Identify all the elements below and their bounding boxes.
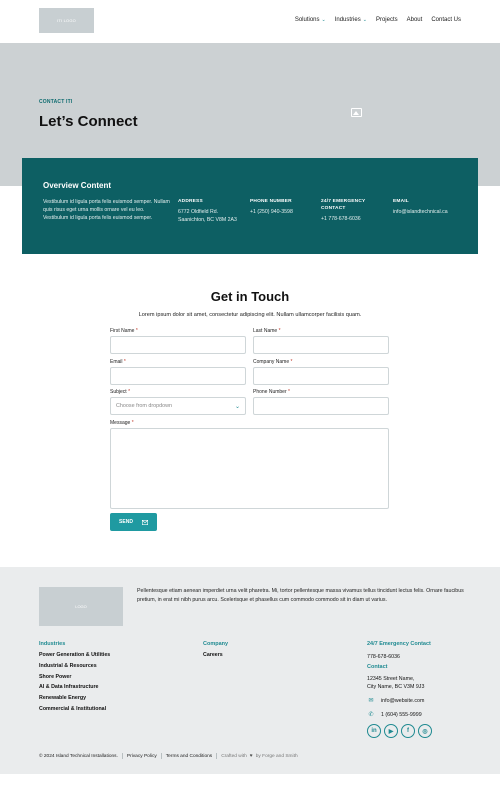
required-marker: * — [135, 328, 138, 334]
footer-about: Pellentesque etiam aenean imperdiet urna velit pharetra. Mi, tortor pellentesque massa vivamus tellus tincidunt lectus felis. Ornare faucibus pretium, in erat mi nibh purus arcu. Scelerisque et phasellus cum commodo commodo sit in diam ut varius. — [137, 588, 464, 603]
email-label-text: Email — [110, 359, 123, 365]
last-name-input[interactable] — [253, 336, 389, 354]
footer-address — [367, 675, 424, 691]
overview-title: Overview Content — [43, 181, 112, 190]
chevron-down-icon: ⌄ — [234, 403, 240, 410]
footer-emergency-phone[interactable]: 778-678-6036 — [367, 654, 400, 660]
industries-heading: Industries — [39, 641, 66, 647]
facebook-icon[interactable]: f — [401, 724, 415, 738]
email-block — [393, 198, 448, 216]
first-name-label-text: First Name — [110, 328, 135, 334]
email-field-label — [110, 359, 126, 365]
subject-select[interactable] — [110, 397, 246, 415]
mail-icon: ✉ — [368, 698, 374, 704]
company-list — [203, 650, 223, 661]
main-nav — [295, 17, 461, 23]
nav-item-solutions[interactable] — [295, 17, 326, 23]
nav-item-about[interactable] — [407, 17, 423, 23]
phone-link[interactable]: +1 (250) 940-3598 — [250, 209, 293, 215]
footer-logo[interactable]: LOGO — [39, 587, 123, 626]
nav-item-contact[interactable] — [431, 17, 461, 23]
phone-block — [250, 198, 293, 216]
required-marker: * — [131, 420, 134, 426]
site-header — [0, 0, 500, 43]
address-line1: 6772 Oldfield Rd. — [178, 209, 219, 215]
last-name-label — [253, 328, 281, 334]
divider — [216, 753, 217, 759]
phone-field-label — [253, 389, 290, 395]
required-marker: * — [278, 328, 281, 334]
subject-label-text: Subject — [110, 389, 127, 395]
form-title: Get in Touch — [210, 289, 290, 304]
required-marker: * — [123, 359, 126, 365]
footer-city: City Name, BC V3M 9J3 — [367, 684, 425, 690]
required-marker: * — [290, 359, 293, 365]
linkedin-icon[interactable]: in — [367, 724, 381, 738]
industry-link[interactable]: Industrial & Resources — [39, 662, 97, 669]
footer-email: info@website.com — [381, 697, 425, 704]
footer-phone-row[interactable] — [367, 711, 422, 718]
phone-label: PHONE NUMBER — [250, 199, 292, 204]
industry-link[interactable]: Power Generation & Utilities — [39, 652, 111, 658]
hero-eyebrow: CONTACT ITI — [39, 99, 73, 105]
page-title: Let’s Connect — [39, 113, 138, 130]
terms-link[interactable]: Terms and Conditions — [165, 753, 213, 759]
industry-link[interactable]: Shore Power — [39, 673, 72, 680]
footer-email-row[interactable] — [367, 697, 424, 704]
chevron-down-icon: ⌄ — [362, 17, 367, 23]
email-link[interactable]: info@islandtechnical.ca — [393, 209, 448, 215]
emergency-heading: 24/7 Emergency Contact — [367, 641, 431, 647]
industry-link[interactable]: AI & Data Infrastructure — [39, 684, 99, 691]
first-name-input[interactable] — [110, 336, 246, 354]
company-input[interactable] — [253, 367, 389, 385]
address-block — [178, 198, 237, 224]
company-label — [253, 359, 292, 365]
company-label-text: Company Name — [253, 359, 290, 365]
careers-link[interactable]: Careers — [203, 652, 223, 658]
emergency-label-line2: CONTACT — [321, 206, 346, 211]
nav-label-solutions: Solutions — [294, 17, 320, 23]
address-label: ADDRESS — [178, 199, 203, 204]
last-name-label-text: Last Name — [253, 328, 278, 334]
emergency-block — [321, 198, 365, 223]
email-label: EMAIL — [393, 199, 409, 204]
overview-description: Vestibulum id ligula porta felis euismod semper. Nullam quis risus eget urna mollis ornare vel eu leo. Vestibulum id ligula porta felis euismod semper. — [43, 199, 170, 222]
phone-input[interactable] — [253, 397, 389, 415]
first-name-label — [110, 328, 138, 334]
footer-phone: 1 (604) 555-9999 — [381, 711, 422, 718]
message-label — [110, 420, 134, 426]
nav-label-contact: Contact Us — [431, 17, 461, 23]
social-links — [367, 724, 432, 738]
divider — [122, 753, 123, 759]
crafted-with: Crafted with — [221, 753, 247, 759]
company-heading: Company — [203, 641, 229, 647]
emergency-phone-link[interactable]: +1 778-678-6036 — [321, 216, 361, 222]
footer-street: 12345 Street Name, — [367, 676, 415, 682]
nav-label-about: About — [406, 17, 423, 23]
nav-item-projects[interactable] — [376, 17, 398, 23]
phone-label-text: Phone Number — [253, 389, 287, 395]
required-marker: * — [128, 389, 131, 395]
subject-label — [110, 389, 130, 395]
industry-link[interactable]: Commercial & Institutional — [39, 705, 107, 712]
nav-item-industries[interactable] — [335, 17, 367, 23]
send-label: SEND — [119, 519, 133, 525]
address-line2: Saanichton, BC V8M 2A3 — [178, 217, 237, 224]
footer-bottom-bar — [39, 753, 298, 759]
site-logo[interactable]: ITI LOGO — [39, 8, 94, 33]
nav-label-industries: Industries — [334, 17, 361, 23]
phone-icon: ✆ — [368, 712, 374, 718]
overview-panel — [22, 158, 478, 254]
site-footer — [0, 567, 500, 774]
subject-placeholder: Choose from dropdown — [116, 403, 173, 409]
emergency-label-line1: 24/7 EMERGENCY — [321, 199, 366, 204]
required-marker: * — [288, 389, 290, 395]
chevron-down-icon: ⌄ — [321, 17, 326, 23]
crafted-by-link[interactable]: by Forge and Smith — [255, 753, 298, 759]
industry-link[interactable]: Renewable Energy — [39, 695, 87, 702]
image-placeholder-icon — [351, 108, 362, 117]
instagram-icon[interactable]: ◎ — [418, 724, 432, 738]
envelope-icon — [142, 520, 148, 525]
copyright: © 2024 Island Technical Installations. — [39, 753, 118, 759]
email-input[interactable] — [110, 367, 246, 385]
youtube-icon[interactable]: ▶ — [384, 724, 398, 738]
nav-label-projects: Projects — [375, 17, 398, 23]
message-textarea[interactable] — [110, 428, 389, 509]
message-label-text: Message — [110, 420, 131, 426]
form-subtitle: Lorem ipsum dolor sit amet, consectetur adipiscing elit. Nullam ullamcorper facilisis quam. — [138, 312, 362, 318]
heart-icon: ♥ — [249, 753, 253, 759]
divider — [161, 753, 162, 759]
contact-heading: Contact — [367, 664, 388, 670]
privacy-link[interactable]: Privacy Policy — [126, 753, 157, 759]
send-button[interactable] — [110, 513, 157, 531]
industries-list — [39, 650, 110, 715]
